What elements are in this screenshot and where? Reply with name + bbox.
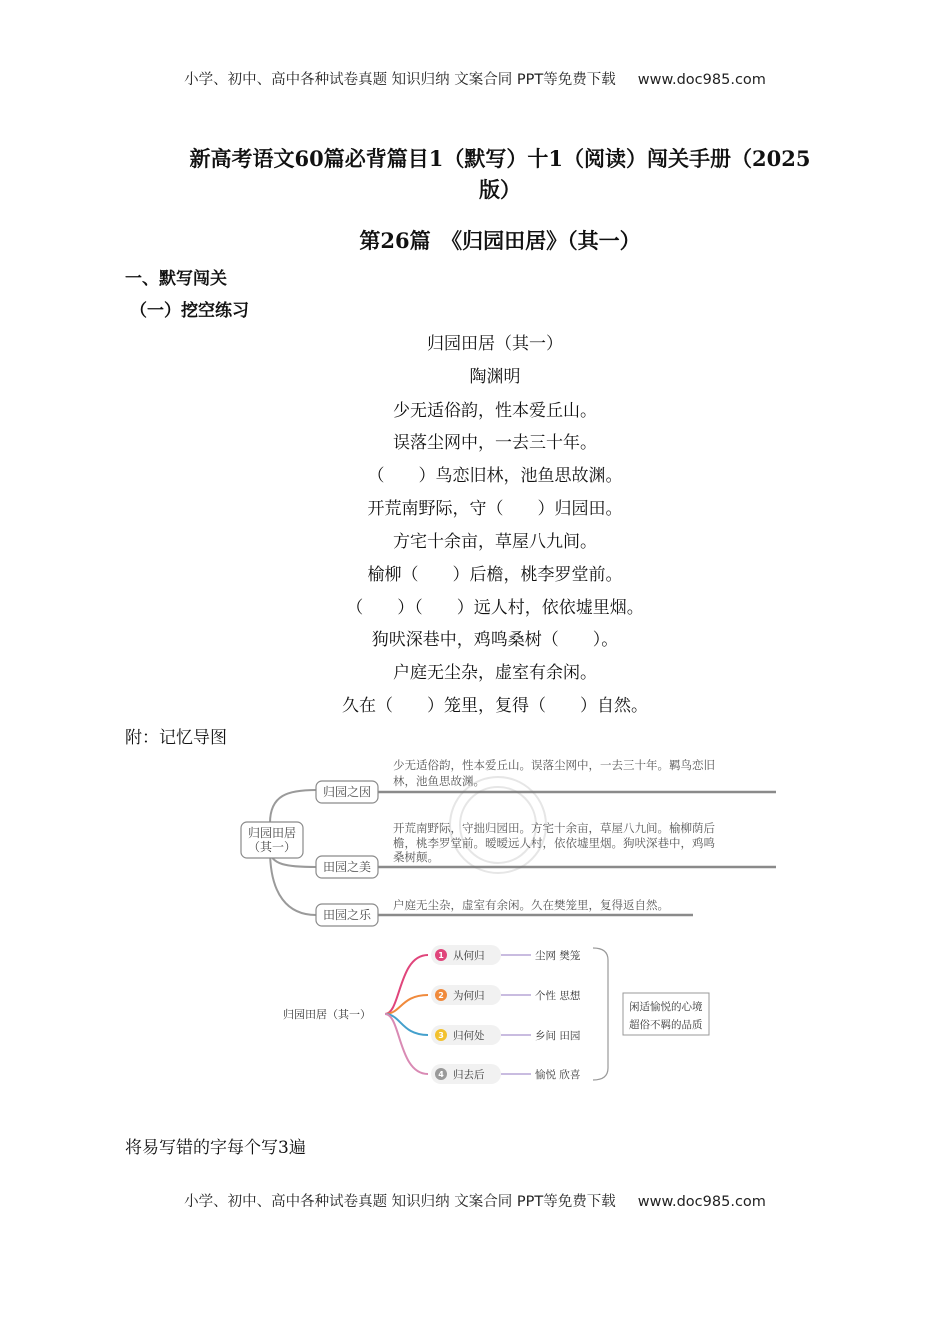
mindmap2-summary-line: 超俗不羁的品质 [629, 1019, 703, 1031]
mindmap2-item-label: 为何归 [453, 990, 485, 1002]
poem-author: 陶渊明 [469, 367, 521, 387]
mindmap2-summary-line: 闲适愉悦的心境 [629, 1001, 703, 1013]
mindmap1-root-line: 归园田居 [247, 826, 297, 840]
mindmap1-branch-text: 户庭无尘杂，虚室有余闲。久在樊笼里，复得返自然。 [393, 898, 669, 912]
header-url[interactable]: www.doc985.com [637, 72, 766, 88]
page-header [0, 68, 950, 89]
mindmap1-branch-text: 檐，桃李罗堂前。暧暧远人村，依依墟里烟。狗吠深巷中，鸡鸣 [393, 836, 715, 850]
mindmap2-item-label: 从何归 [453, 950, 485, 962]
poem-line: 久在（ ）笼里，复得（ ）自然。 [342, 696, 648, 716]
title-line-1: 新高考语文60篇必背篇目1（默写）十1（阅读）闯关手册（2025 [189, 146, 811, 171]
poem-line: 榆柳（ ）后檐，桃李罗堂前。 [367, 565, 623, 585]
poem-line: 少无适俗韵，性本爱丘山。 [393, 401, 597, 421]
page-footer [0, 1190, 950, 1211]
mindmap1-root-line: （其一） [247, 840, 297, 854]
mindmap1-branch-text: 桑树颠。 [393, 850, 439, 864]
mindmap1-branch-label: 田园之美 [322, 860, 372, 874]
badge-number: 2 [438, 991, 444, 1000]
mindmap2-item-label: 归去后 [453, 1069, 485, 1081]
mindmap1-branch-text: 林，池鱼思故渊。 [393, 774, 485, 788]
header-text: 小学、初中、高中各种试卷真题 知识归纳 文案合同 PPT等免费下载 [184, 72, 616, 88]
badge-number: 4 [438, 1070, 444, 1079]
mindmap1-branch-text: 少无适俗韵，性本爱丘山。误落尘网中，一去三十年。羁鸟恋旧 [393, 758, 715, 772]
mindmap2-item-value: 个性 思想 [535, 990, 581, 1002]
mindmap1-branch-text: 开荒南野际，守拙归园田。方宅十余亩，草屋八九间。榆柳荫后 [393, 821, 715, 835]
mindmap2-brace [593, 948, 608, 1080]
mindmap2-item-value: 尘网 樊笼 [535, 950, 581, 962]
document-title [150, 143, 850, 205]
title-line-2: 版） [479, 177, 521, 202]
poem-line: 方宅十余亩，草屋八九间。 [393, 532, 597, 552]
poem-line: 误落尘网中，一去三十年。 [393, 433, 597, 453]
mindmap1-branch-label: 归园之因 [322, 785, 372, 799]
footer-text: 小学、初中、高中各种试卷真题 知识归纳 文案合同 PPT等免费下载 [184, 1194, 616, 1210]
poem-line: 户庭无尘杂，虚室有余闲。 [393, 663, 597, 683]
mindmap-1 [238, 750, 778, 935]
poem-line: 狗吠深巷中，鸡鸣桑树（ ）。 [371, 630, 619, 650]
mindmap-2 [283, 940, 713, 1088]
mindmap1-branch-label: 田园之乐 [322, 908, 372, 922]
mindmap2-item-label: 归何处 [453, 1030, 485, 1042]
footer-note: 将易写错的字每个写3遍 [125, 1138, 306, 1158]
footer-url[interactable]: www.doc985.com [637, 1194, 766, 1210]
badge-number: 3 [438, 1031, 444, 1040]
document-subtitle: 第26篇 《归园田居》（其一） [359, 228, 641, 253]
poem-line: （ ）（ ）远人村，依依墟里烟。 [346, 598, 644, 618]
poem-title: 归园田居（其一） [427, 334, 563, 354]
poem-line: 开荒南野际，守（ ）归园田。 [367, 499, 623, 519]
appendix-label: 附：记忆导图 [125, 728, 227, 748]
section-heading: 一、默写闯关 [125, 269, 227, 289]
badge-number: 1 [438, 951, 444, 960]
mindmap2-item-value: 愉悦 欣喜 [535, 1069, 581, 1081]
subsection-heading: （一）挖空练习 [130, 301, 249, 321]
mindmap2-root: 归园田居（其一） [283, 1008, 371, 1021]
mindmap2-item-value: 乡间 田园 [535, 1030, 581, 1042]
poem-line: （ ）鸟恋旧林，池鱼思故渊。 [367, 466, 623, 486]
